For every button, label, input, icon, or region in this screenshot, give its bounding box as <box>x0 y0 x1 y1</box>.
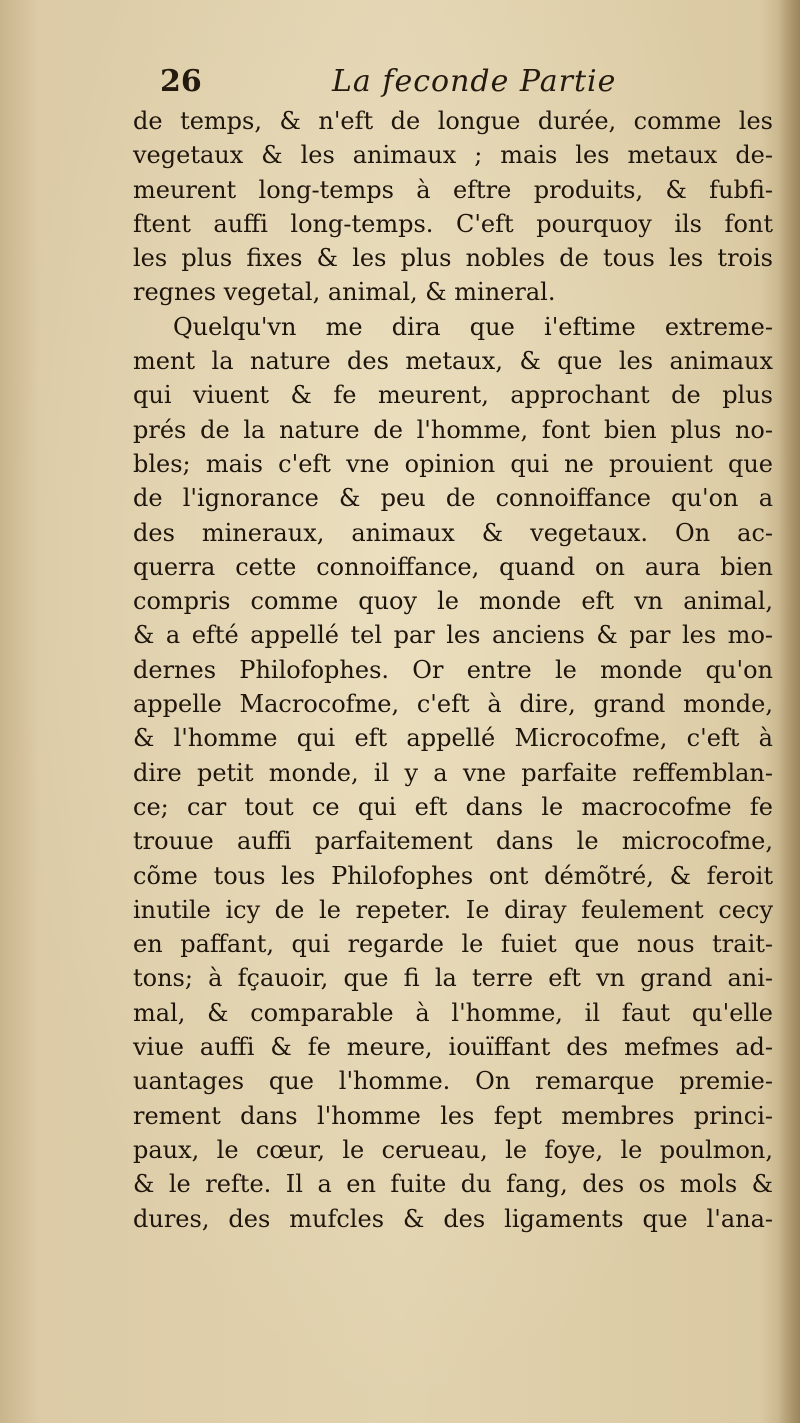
paragraph-first-line: Quelqu'vn me dira que i'eftime extreme- <box>173 312 773 341</box>
text-line: viue auffi & fe meure, iouïffant des mefmes ad- <box>133 1033 773 1062</box>
text-line: & le refte. Il a en fuite du fang, des os mols & <box>133 1170 773 1199</box>
text-line: ftent auffi long-temps. C'eft pourquoy ils font <box>133 209 773 238</box>
text-line: dire petit monde, il y a vne parfaite reffemblan- <box>133 758 773 787</box>
text-line: qui viuent & fe meurent, approchant de plus <box>133 381 773 410</box>
text-line: meurent long-temps à eftre produits, & fubfi- <box>133 175 773 204</box>
text-line: les plus fixes & les plus nobles de tous les trois <box>133 244 773 273</box>
text-line: rement dans l'homme les fept membres princi- <box>133 1101 773 1130</box>
text-line: inutile icy de le repeter. Ie diray feulement cecy <box>133 895 773 924</box>
text-line: vegetaux & les animaux ; mais les metaux de- <box>133 141 773 170</box>
text-line: dernes Philofophes. Or entre le monde qu'on <box>133 655 773 684</box>
text-line: dures, des mufcles & des ligaments que l'ana- <box>133 1204 773 1233</box>
text-line: & l'homme qui eft appellé Microcofme, c'eft à <box>133 724 773 753</box>
text-line: querra cette connoiffance, quand on aura bien <box>133 552 773 581</box>
text-line: en paffant, qui regarde le fuiet que nous trait- <box>133 930 773 959</box>
page-edge-shadow <box>778 0 800 1423</box>
text-line: de l'ignorance & peu de connoiffance qu'on a <box>133 484 773 513</box>
running-head <box>160 64 770 108</box>
text-line: prés de la nature de l'homme, font bien plus no- <box>133 415 773 444</box>
text-line: tons; à fçauoir, que fi la terre eft vn grand ani- <box>133 964 773 993</box>
text-line: & a efté appellé tel par les anciens & par les mo- <box>133 621 773 650</box>
text-line: uantages que l'homme. On remarque premie- <box>133 1067 773 1096</box>
text-line: paux, le cœur, le cerueau, le foye, le poulmon, <box>133 1135 773 1164</box>
text-line: de temps, & n'eft de longue durée, comme les <box>133 107 773 135</box>
text-line: cõme tous les Philofophes ont démõtré, & feroit <box>133 861 773 890</box>
text-line: mal, & comparable à l'homme, il faut qu'elle <box>133 998 773 1027</box>
text-line: ment la nature des metaux, & que les animaux <box>133 347 773 376</box>
running-title: La feconde Partie <box>332 64 617 99</box>
page-number: 26 <box>160 64 202 99</box>
text-line: appelle Macrocofme, c'eft à dire, grand monde, <box>133 690 773 719</box>
text-line: compris comme quoy le monde eft vn animal, <box>133 587 773 616</box>
text-line: bles; mais c'eft vne opinion qui ne prouient que <box>133 449 773 478</box>
text-line: regnes vegetal, animal, & mineral. <box>133 278 556 307</box>
body-text <box>133 104 773 1236</box>
text-line: ce; car tout ce qui eft dans le macrocofme fe <box>133 792 773 821</box>
text-line: des mineraux, animaux & vegetaux. On ac- <box>133 518 773 547</box>
text-line: trouue auffi parfaitement dans le microcofme, <box>133 827 773 856</box>
